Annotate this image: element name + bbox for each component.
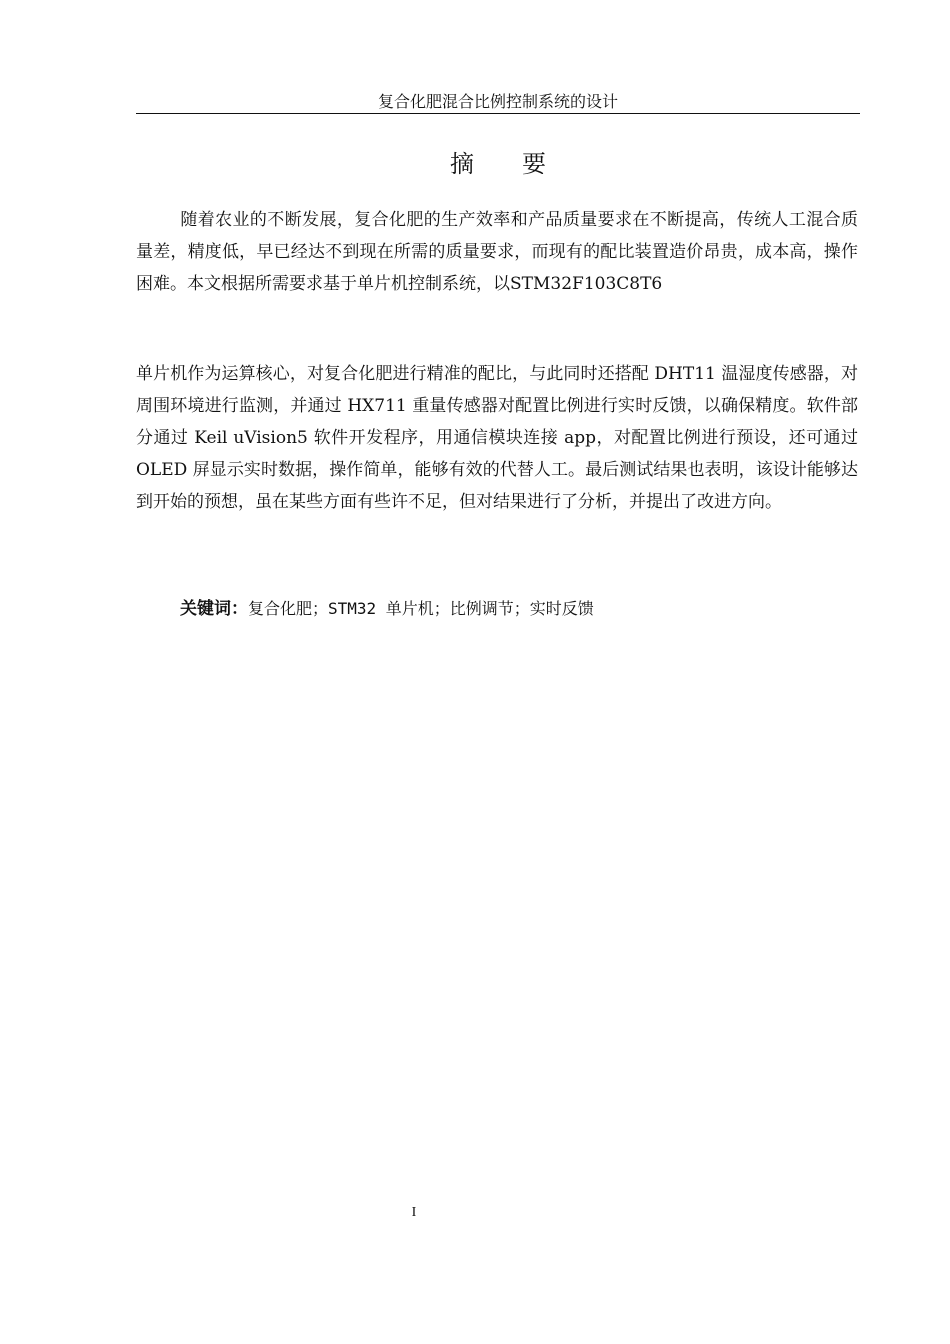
abstract-title: 摘 要: [450, 150, 558, 178]
running-header: 复合化肥混合比例控制系统的设计: [377, 92, 618, 111]
keywords-text: 复合化肥；STM32 单片机；比例调节；实时反馈: [248, 599, 594, 618]
abstract-paragraph-1-text: 随着农业的不断发展，复合化肥的生产效率和产品质量要求在不断提高，传统人工混合质量差，精度低，早已经达不到现在所需的质量要求，而现有的配比装置造价昂贵，成本高，操作困难。本文根据所需要求基于单片机控制系统，以STM32F103C8T6: [136, 210, 858, 294]
abstract-paragraph-1: [136, 204, 858, 300]
keywords-label: 关键词：: [180, 599, 248, 619]
header-rule: [136, 113, 860, 114]
page-number: I: [411, 1205, 417, 1220]
abstract-paragraph-2: 单片机作为运算核心，对复合化肥进行精准的配比，与此同时还搭配 DHT11 温湿度传感器，对周围环境进行监测，并通过 HX711 重量传感器对配置比例进行实时反馈，以确保精度。软件部分通过 Keil uVision5 软件开发程序，用通信模块连接 app，对配置比例进行预设，还可通过 OLED 屏显示实时数据，操作简单，能够有效的代替人工。最后测试结果也表明，该设计能够达到开始的预想，虽在某些方面有些许不足，但对结果进行了分析，并提出了改进方向。: [136, 364, 858, 512]
keywords-line: [180, 595, 594, 623]
